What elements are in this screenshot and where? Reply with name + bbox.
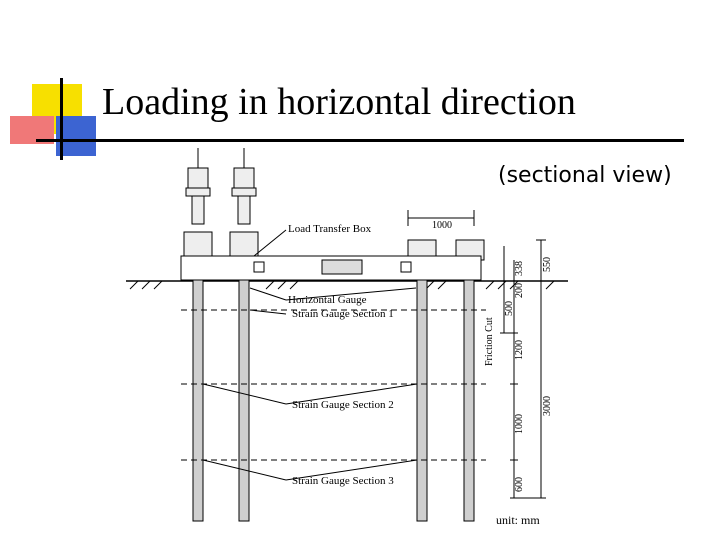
- left-pile-2: [239, 256, 249, 521]
- label-friction-cut: Friction Cut: [484, 317, 495, 366]
- label-strain-section-3: Strain Gauge Section 3: [292, 475, 394, 487]
- dim-3000: 3000: [542, 396, 553, 416]
- label-load-transfer-box: Load Transfer Box: [288, 223, 372, 235]
- slide-title: Loading in horizontal direction: [102, 81, 576, 123]
- gauge-section-lines: [181, 310, 486, 460]
- label-strain-section-2: Strain Gauge Section 2: [292, 399, 394, 411]
- jack-assembly-left-1: [184, 148, 212, 260]
- dim-1200: 1200: [514, 340, 525, 360]
- right-pile-1: [417, 256, 427, 521]
- dim-338: 338: [514, 261, 525, 276]
- dim-1000-top: 1000: [432, 220, 452, 231]
- load-transfer-box: [181, 256, 481, 280]
- dim-1000-right: 1000: [514, 414, 525, 434]
- pile-loading-diagram: [126, 148, 568, 528]
- ground-surface: [126, 281, 568, 289]
- dim-500: 500: [504, 301, 515, 316]
- unit-label: unit: mm: [496, 513, 540, 527]
- sectional-view-caption: (sectional view): [498, 163, 672, 188]
- left-pile-1: [193, 256, 203, 521]
- bullet-vertical-line: [60, 78, 63, 160]
- dim-200: 200: [514, 283, 525, 298]
- label-strain-section-1: Strain Gauge Section 1: [292, 308, 394, 320]
- jack-assembly-left-2: [230, 148, 258, 260]
- label-horizontal-gauge: Horizontal Gauge: [288, 294, 367, 306]
- dim-600: 600: [514, 477, 525, 492]
- right-pile-2: [464, 256, 474, 521]
- dimension-chain-right: [500, 240, 546, 498]
- dim-550: 550: [542, 257, 553, 272]
- title-underline: [36, 139, 684, 142]
